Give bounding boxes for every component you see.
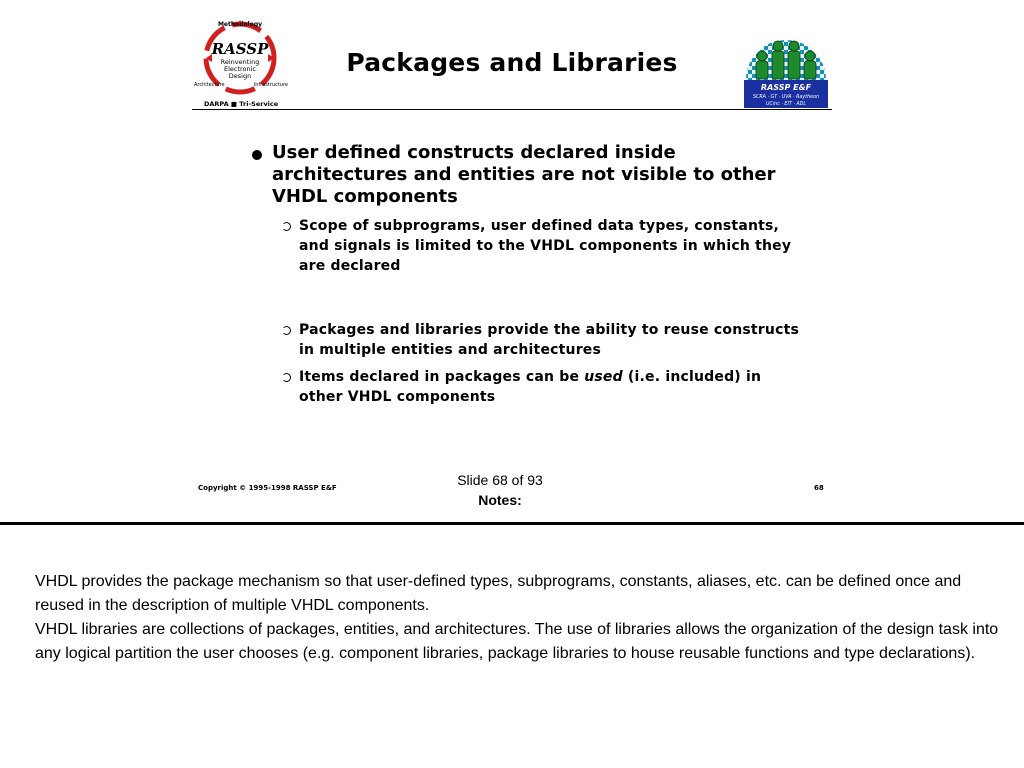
copyright-text: Copyright © 1995-1998 RASSP E&F [198, 484, 337, 492]
sub-bullet-text: Scope of subprograms, user defined data types, constants, and signals is limited to the VHDL components in which they are declared [299, 218, 792, 274]
badge-title: RASSP E&F [760, 83, 812, 92]
slide-counter: Slide 68 of 93 [457, 472, 543, 488]
sub-bullet-emphasis: used [584, 369, 623, 385]
sub-bullet-ring-icon [282, 222, 291, 231]
sub-bullet-scope [282, 216, 799, 276]
main-bullet-text: User defined constructs declared inside architectures and entities are not visible to other VHDL components [272, 142, 776, 207]
logo-left-text: Architecture [194, 82, 225, 88]
sub-bullet-items-used [282, 367, 799, 407]
sub-bullet-ring-icon [282, 373, 291, 382]
sub-bullet-ring-icon [282, 326, 291, 335]
sub-bullet-reuse [282, 320, 799, 360]
notes-body [35, 570, 1005, 666]
logo-line-1: Reinventing [220, 58, 260, 66]
notes-paragraph-2: VHDL libraries are collections of packages, entities, and architectures. The use of libraries allows the organization of the design task into any logical partition the user chooses (e.g. component libraries, package libraries to house reusable functions and type declarations). [35, 621, 999, 662]
bullet-dot-icon [252, 150, 262, 160]
logo-top-text: Methodology [217, 21, 263, 28]
title-divider [192, 109, 832, 110]
notes-divider [0, 522, 1024, 525]
logo-right-text: Infrastructure [253, 82, 288, 88]
logo-line-3: Design [228, 72, 252, 80]
slide-title: Packages and Libraries [346, 48, 678, 77]
badge-line-1: SCRA · GT · UVA · Raytheon [752, 95, 820, 100]
notes-paragraph-1: VHDL provides the package mechanism so that user-defined types, subprograms, constants, aliases, etc. can be defined once and reused in the description of multiple VHDL components. [35, 573, 962, 614]
logo-line-2: Electronic [223, 65, 257, 73]
sub-bullet-text-a: Items declared in packages can be [299, 369, 585, 385]
logo-brand: RASSP [211, 40, 269, 58]
logo-bottom-text: DARPA ■ Tri-Service [204, 100, 279, 108]
rassp-ebf-team-logo [740, 18, 832, 110]
badge-line-2: UCinc · EIT · ADL [765, 102, 807, 107]
bullet-list [252, 142, 800, 405]
sub-bullet-text-b: (i.e. included) in other VHDL components [299, 369, 762, 405]
sub-bullet-text: Packages and libraries provide the ability to reuse constructs in multiple entities and architectures [299, 322, 800, 358]
slide-image [192, 8, 832, 500]
slide-page-number: 68 [814, 484, 824, 492]
notes-label: Notes: [478, 492, 522, 508]
main-bullet [252, 142, 792, 208]
